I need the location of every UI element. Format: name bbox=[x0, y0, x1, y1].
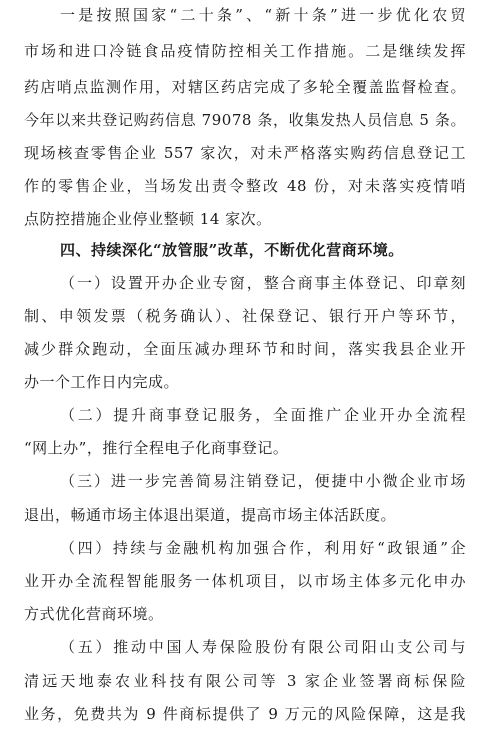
item-3-line-2: 退出，畅通市场主体退出渠道，提高市场主体活跃度。 bbox=[24, 506, 397, 524]
paragraph-1-line-6: 作的零售企业，当场发出责令整改 48 份，对未落实疫情哨 bbox=[24, 177, 466, 195]
paragraph-1-line-4: 今年以来共登记购药信息 79078 条，收集发热人员信息 5 条。 bbox=[24, 111, 466, 129]
item-5-line-1: （五）推动中国人寿保险股份有限公司阳山支公司与 bbox=[60, 638, 466, 656]
item-4-line-1: （四）持续与金融机构加强合作，利用好“政银通”企 bbox=[60, 539, 466, 557]
item-1-line-3: 减少群众跑动，全面压减办理环节和时间，落实我县企业开 bbox=[24, 340, 466, 358]
item-1-line-2: 制、申领发票（税务确认）、社保登记、银行开户等环节， bbox=[24, 307, 466, 325]
paragraph-1-line-7: 点防控措施企业停业整顿 14 家次。 bbox=[24, 210, 272, 228]
item-4-line-3: 方式优化营商环境。 bbox=[24, 605, 164, 623]
paragraph-1-line-5: 现场核查零售企业 557 家次，对未严格落实购药信息登记工 bbox=[24, 144, 466, 162]
item-5-line-3: 业务，免费共为 9 件商标提供了 9 万元的风险保障，这是我 bbox=[24, 705, 466, 723]
item-2-line-2: “网上办”，推行全程电子化商事登记。 bbox=[24, 439, 289, 457]
item-5-line-2: 清远天地泰农业科技有限公司等 3 家企业签署商标保险 bbox=[24, 672, 466, 690]
section-heading: 四、持续深化“放管服”改革，不断优化营商环境。 bbox=[60, 241, 404, 259]
item-1-line-4: 办一个工作日内完成。 bbox=[24, 373, 180, 391]
item-4-line-2: 业开办全流程智能服务一体机项目，以市场主体多元化申办 bbox=[24, 572, 466, 590]
paragraph-1-line-3: 药店哨点监测作用，对辖区药店完成了多轮全覆盖监督检查。 bbox=[24, 78, 466, 96]
paragraph-1-line-1: 一是按照国家“二十条”、“新十条”进一步优化农贸 bbox=[60, 6, 466, 24]
item-3-line-1: （三）进一步完善简易注销登记，便捷中小微企业市场 bbox=[60, 472, 466, 490]
paragraph-1-line-2: 市场和进口冷链食品疫情防控相关工作措施。二是继续发挥 bbox=[24, 42, 466, 60]
item-1-line-1: （一）设置开办企业专窗，整合商事主体登记、印章刻 bbox=[60, 274, 466, 292]
item-2-line-1: （二）提升商事登记服务，全面推广企业开办全流程 bbox=[60, 406, 466, 424]
